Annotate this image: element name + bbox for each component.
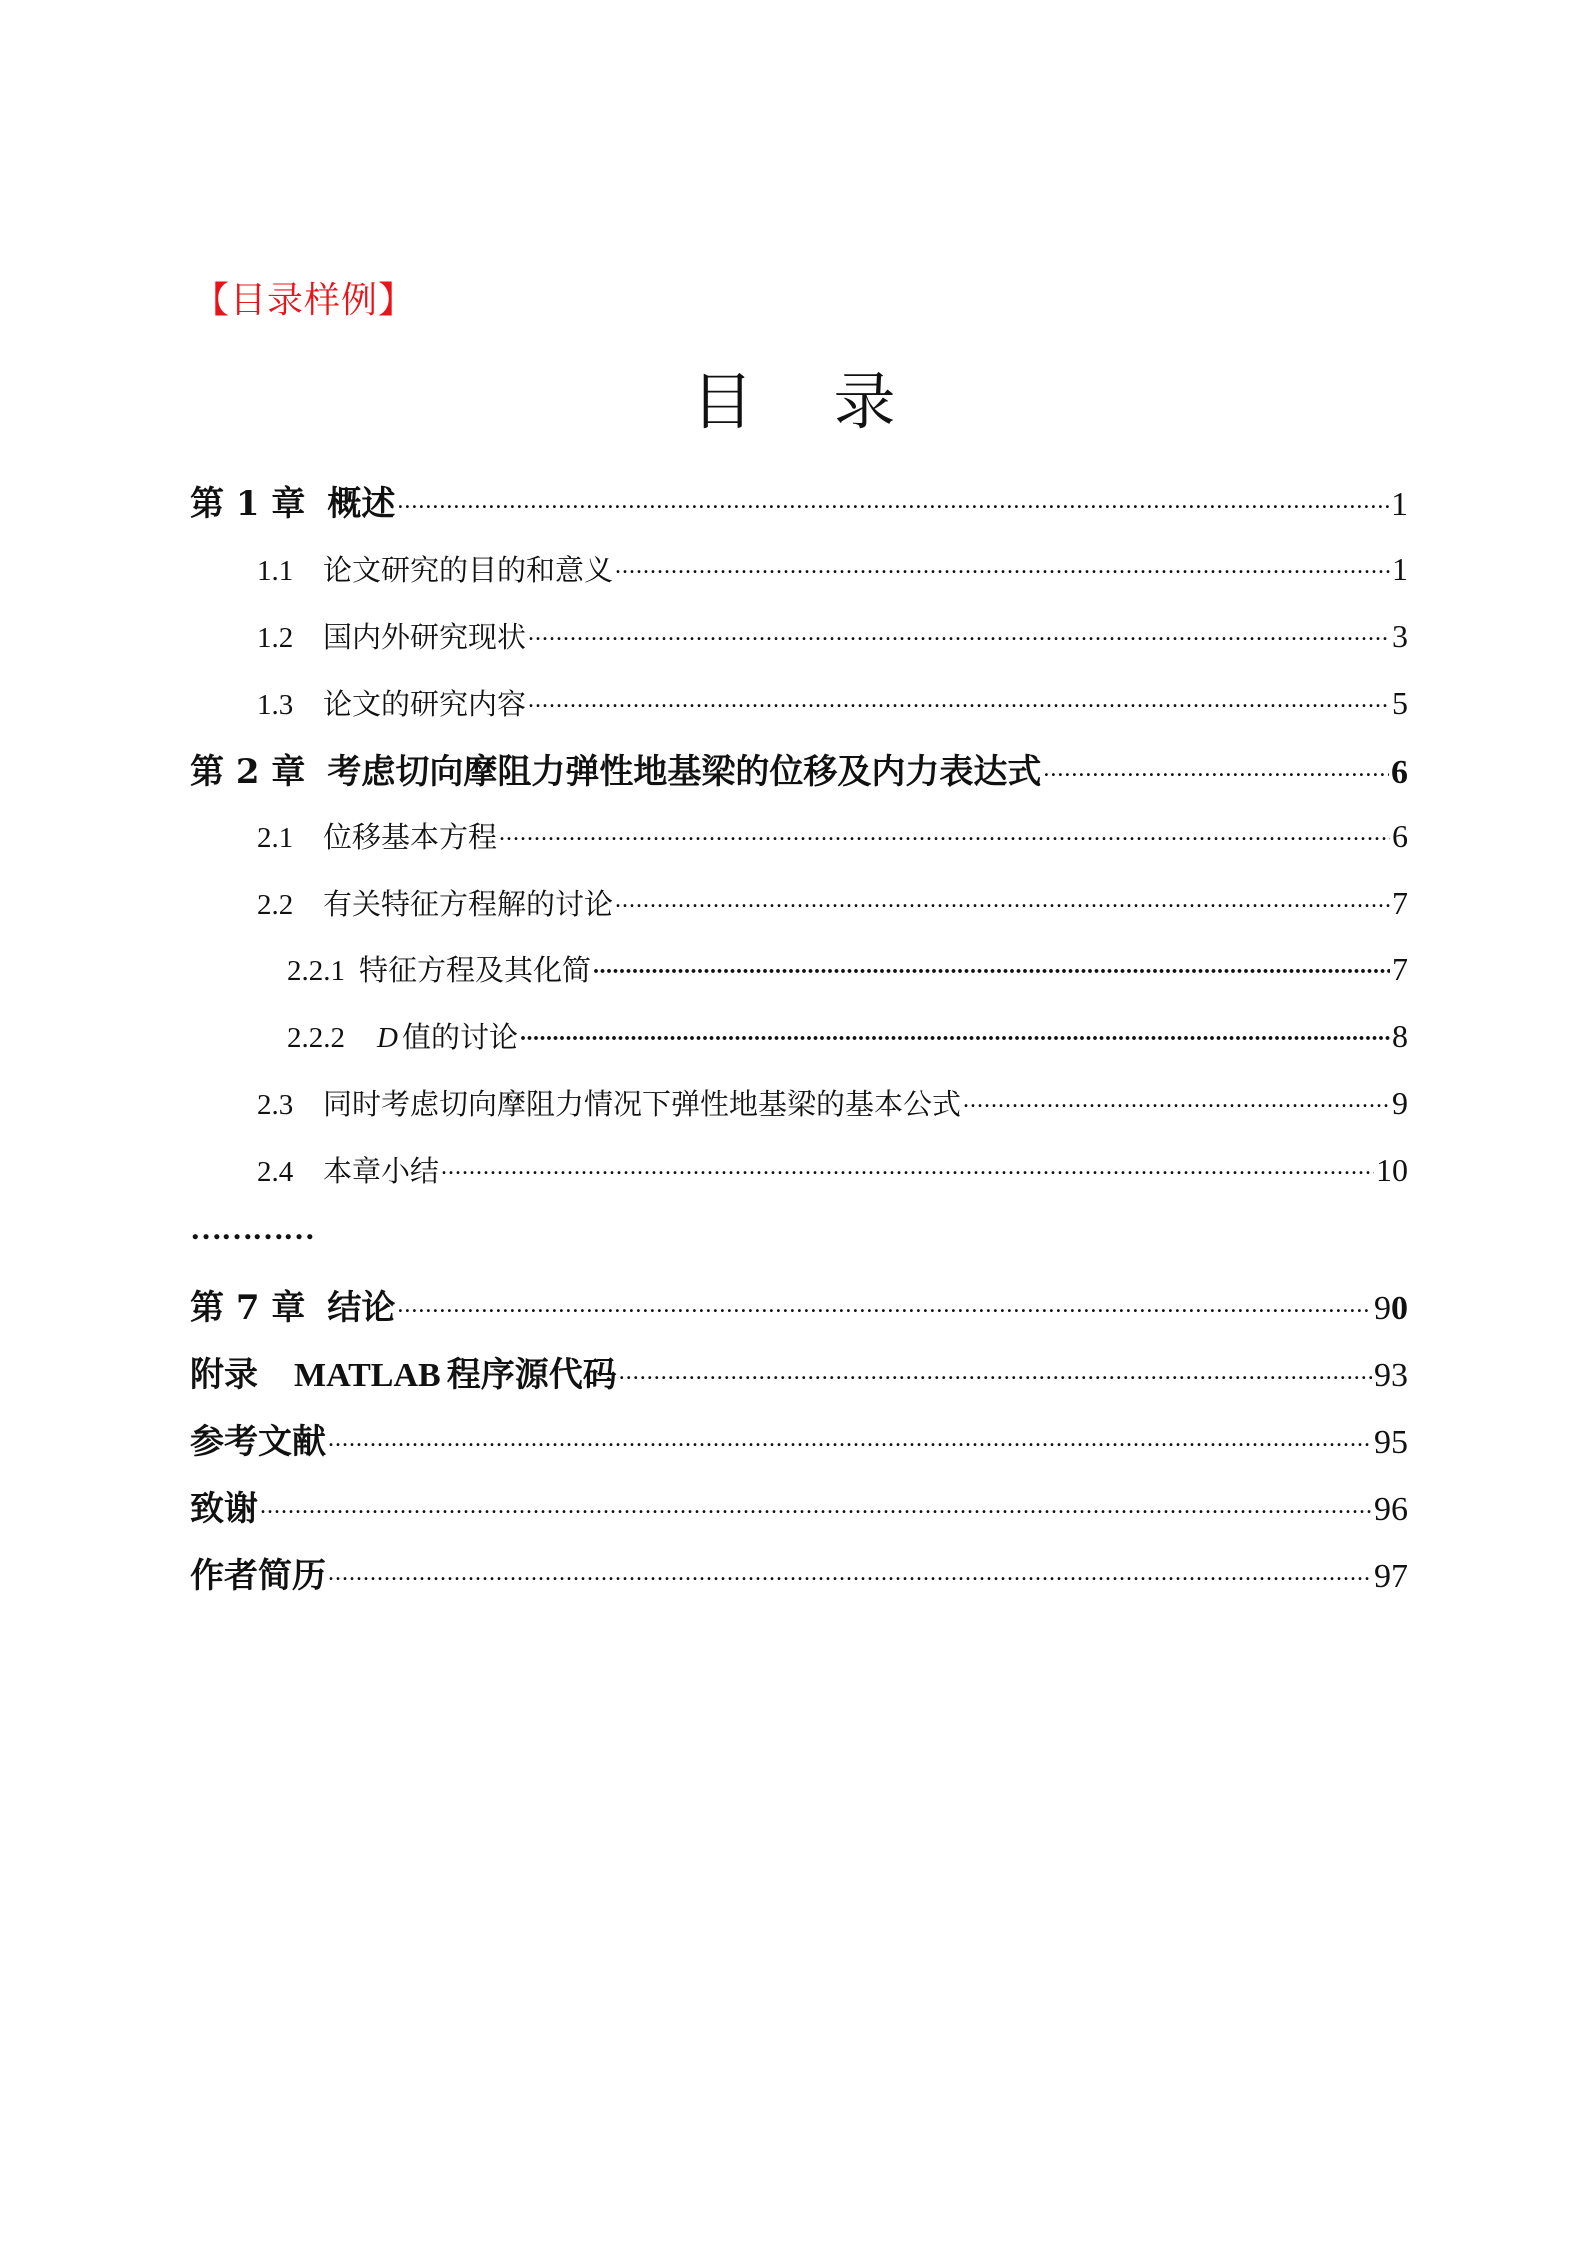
- toc-entry-number: 第 1 章: [190, 484, 306, 524]
- toc-entry-number: 2.2: [257, 889, 294, 921]
- toc-entry-title: 特征方程及其化简: [359, 953, 592, 987]
- toc-entry-title: 论文的研究内容: [323, 687, 527, 721]
- dot-leader: [328, 1419, 1372, 1453]
- toc-entry-title: 位移基本方程: [323, 820, 498, 854]
- toc-entry-page: 3: [1392, 618, 1408, 654]
- dot-leader: [260, 1486, 1372, 1520]
- dot-leader: [499, 818, 1390, 847]
- dot-leader: [615, 551, 1390, 580]
- toc-entry-page: 5: [1392, 685, 1408, 721]
- math-symbol: D: [377, 1022, 398, 1054]
- toc-entry-page: 95: [1374, 1424, 1408, 1461]
- toc-entry-number: 1.1: [257, 555, 294, 587]
- toc-entry-page: 1: [1392, 551, 1408, 587]
- toc-entry-page: 8: [1392, 1018, 1408, 1054]
- appendix-label: 附录: [190, 1355, 258, 1395]
- toc-entry-section-2-3[interactable]: [257, 1082, 1408, 1123]
- toc-entry-number: 2.4: [257, 1156, 294, 1188]
- appendix-latin: MATLAB: [294, 1357, 441, 1394]
- toc-entry-subsection-2-2-1[interactable]: [287, 948, 1408, 989]
- toc-entry-page-digit: 9: [1374, 1290, 1391, 1327]
- toc-entry-title: 作者简历: [190, 1556, 326, 1596]
- toc-entry-number: 1.2: [257, 622, 294, 654]
- dot-leader: [593, 951, 1390, 980]
- toc-entry-title: 有关特征方程解的讨论: [323, 887, 614, 921]
- dot-leader: [528, 618, 1390, 647]
- toc-entry-page: 7: [1392, 951, 1408, 987]
- dot-leader: [520, 1018, 1390, 1047]
- toc-entry-title: 结论: [327, 1288, 396, 1328]
- toc-entry-number: 1.3: [257, 689, 294, 721]
- toc-entry-page: 7: [1392, 885, 1408, 921]
- toc-entry-title: 本章小结: [323, 1154, 440, 1188]
- toc-entry-title: 同时考虑切向摩阻力情况下弹性地基梁的基本公式: [323, 1087, 962, 1121]
- toc-entry-section-2-4[interactable]: [257, 1149, 1408, 1190]
- dot-leader: [1043, 749, 1389, 783]
- title-char-2: 录: [833, 365, 896, 438]
- toc-entry-section-2-1[interactable]: [257, 815, 1408, 856]
- toc-entry-page: 97: [1374, 1558, 1408, 1595]
- toc-entry-acknowledgements[interactable]: [190, 1481, 1408, 1530]
- dot-leader: [619, 1352, 1372, 1386]
- toc-entry-page: 96: [1374, 1491, 1408, 1528]
- toc-entry-title-text: 值的讨论: [401, 1020, 518, 1054]
- appendix-text: 程序源代码: [446, 1355, 617, 1395]
- sample-label: 【目录样例】: [193, 280, 416, 321]
- toc-entry-title: [359, 1015, 518, 1056]
- toc-entry-number: 2.3: [257, 1089, 294, 1121]
- toc-entry-number: 第 2 章: [190, 752, 306, 792]
- toc-entry-title: 致谢: [190, 1489, 258, 1529]
- toc-entry-chapter-2[interactable]: [190, 744, 1408, 793]
- page-title: [0, 352, 1587, 441]
- toc-entry-page-digit-bold: 0: [1391, 1290, 1408, 1327]
- toc-entry-page: 1: [1391, 486, 1408, 523]
- dot-leader: [528, 685, 1390, 714]
- toc-entry-author-bio[interactable]: [190, 1548, 1408, 1597]
- toc-entry-number: 第 7 章: [190, 1288, 306, 1328]
- dot-leader: [441, 1152, 1374, 1181]
- dot-leader: [328, 1553, 1372, 1587]
- toc-entry-section-1-1[interactable]: [257, 548, 1408, 589]
- toc-entry-title: 论文研究的目的和意义: [323, 553, 614, 587]
- toc-entry-number: 2.2.1: [287, 955, 345, 987]
- toc-entry-section-2-2[interactable]: [257, 882, 1408, 923]
- toc-entry-page: [1374, 1290, 1408, 1328]
- toc-entry-number: 2.2.2: [287, 1022, 345, 1054]
- toc-entry-page: 6: [1391, 754, 1408, 791]
- toc-entry-appendix[interactable]: [190, 1347, 1408, 1396]
- toc-entry-chapter-7[interactable]: [190, 1280, 1408, 1329]
- toc-entry-page: 6: [1392, 818, 1408, 854]
- toc-entry-title: 概述: [327, 484, 396, 524]
- toc-entry-title: 国内外研究现状: [323, 620, 527, 654]
- toc-entry-page: 9: [1392, 1085, 1408, 1121]
- toc-entry-page: 10: [1376, 1152, 1408, 1188]
- toc-entry-section-1-2[interactable]: [257, 615, 1408, 656]
- dot-leader: [615, 885, 1390, 914]
- dot-leader: [397, 481, 1389, 515]
- toc-entry-number: 2.1: [257, 822, 294, 854]
- toc-entry-subsection-2-2-2[interactable]: [287, 1015, 1408, 1056]
- toc-entry-references[interactable]: [190, 1414, 1408, 1463]
- omitted-chapters-ellipsis: …………: [190, 1210, 314, 1246]
- dot-leader: [397, 1285, 1372, 1319]
- toc-entry-title: [190, 1347, 617, 1396]
- toc-entry-title: 考虑切向摩阻力弹性地基梁的位移及内力表达式: [327, 752, 1042, 792]
- dot-leader: [963, 1085, 1390, 1114]
- toc-entry-chapter-1[interactable]: [190, 476, 1408, 525]
- toc-entry-section-1-3[interactable]: [257, 682, 1408, 723]
- toc-entry-title: 参考文献: [190, 1422, 326, 1462]
- toc-entry-page: 93: [1374, 1357, 1408, 1394]
- title-char-1: 目: [691, 365, 754, 438]
